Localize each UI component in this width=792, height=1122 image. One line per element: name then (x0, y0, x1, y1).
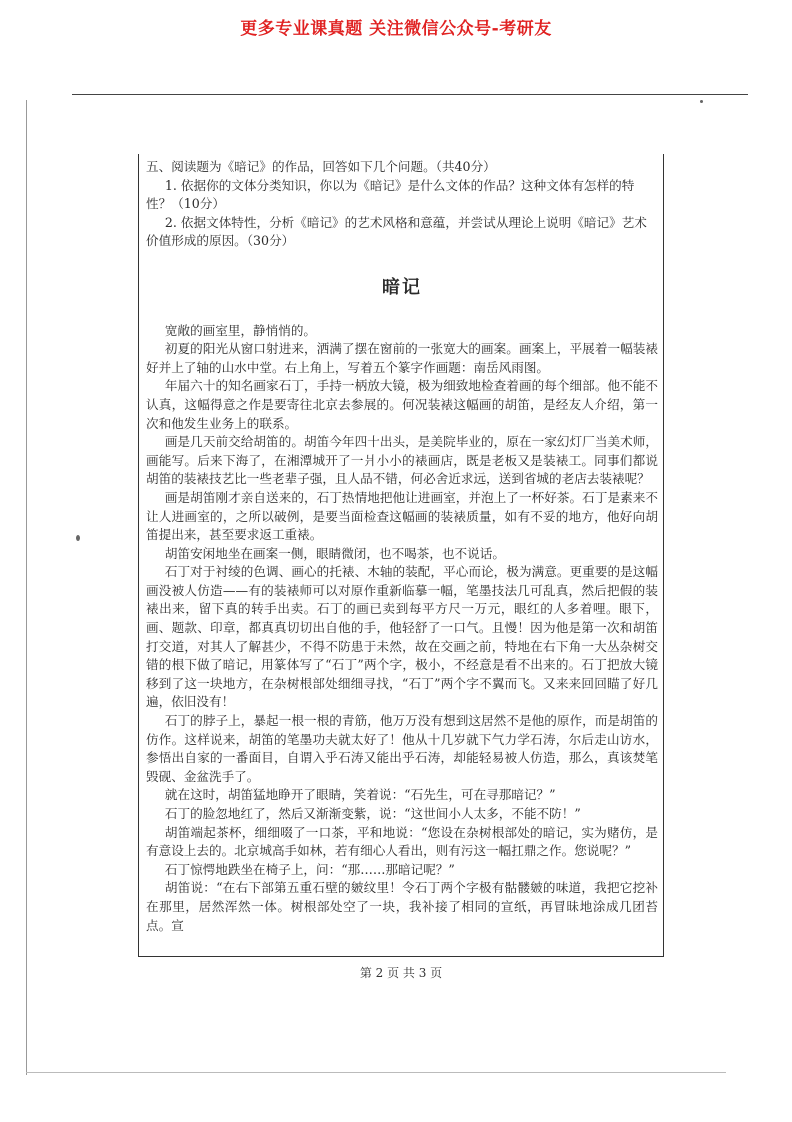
article-paragraph: 胡笛说：“在右下部第五重石壁的皴纹里！令石丁两个字极有骷髅皴的味道，我把它挖补在那里，居然浑然一体。树根部处空了一块，我补接了相同的宣纸，再冒昧地涂成几团苔点。宣 (146, 880, 658, 933)
article-paragraph: 就在这时，胡笛猛地睁开了眼睛，笑着说：“石先生，可在寻那暗记？” (164, 787, 556, 803)
article-paragraph: 画是胡笛刚才亲自送来的，石丁热情地把他让进画室，并泡上了一杯好茶。石丁是素来不让人进画室的，之所以破例，是要当面检查这幅画的装裱质量，如有不妥的地方，他好向胡笛提出来，甚至要求返工重裱。 (146, 489, 658, 543)
article-paragraph: 石丁的脖子上，暴起一根一根的青筋，他万万没有想到这居然不是他的原作，而是胡笛的仿作。这样说来，胡笛的笔墨功夫就太好了！他从十几岁就下气力学石涛，尔后走山访水，参悟出自家的一番面目，自谓入乎石涛又能出乎石涛，却能轻易被人仿造，那么，真该焚笔毁砚、金盆洗手了。 (146, 713, 658, 784)
article-paragraph: 胡笛端起茶杯，细细啜了一口茶，平和地说：“您设在杂树根部处的暗记，实为赌仿，是有意设上去的。北京城高手如林，若有细心人看出，则有污这一幅扛鼎之作。您说呢？” (146, 824, 658, 859)
section-heading: 五、阅读题为《暗记》的作品，回答如下几个问题。（共40分） (146, 159, 496, 174)
top-rule (72, 94, 748, 95)
article-title: 暗记 (382, 276, 422, 298)
article-paragraph: 石丁的脸忽地红了，然后又渐渐变紫，说：“这世间小人太多，不能不防！” (164, 806, 581, 821)
scan-speck (700, 100, 703, 103)
article-paragraph: 初夏的阳光从窗口射进来，洒满了摆在窗前的一张宽大的画案。画案上，平展着一幅装裱好并上了轴的山水中堂。右上角上，写着五个篆字作画题：南岳风雨图。 (146, 341, 658, 375)
exam-content (146, 158, 658, 935)
article-paragraph: 石丁对于衬绫的色调、画心的托裱、木轴的装配，平心而论，极为满意。更重要的是这幅画没被人仿造——有的装裱师可以对原作重新临摹一幅，笔墨技法几可乱真，然后把假的装裱出来，留下真的转手出卖。石丁的画已卖到每平方尺一万元，眼红的人多着哩。眼下，画、题款、印章，都真真切切出自他的手，他轻舒了一口气。且慢！因为他是第一次和胡笛打交道，对其人了解甚少，不得不防患于未然，故在交画之前，特地在右下角一大丛杂树交错的根下做了暗记，用篆体写了“石丁”两个字，极小，不经意是看不出来的。石丁把放大镜移到了这一块地方，在杂树根部处细细寻找，“石丁”两个字不翼而飞。又来来回回瞄了好几遍，依旧没有！ (146, 564, 658, 710)
article-paragraph: 石丁惊愕地跌坐在椅子上，问：“那……那暗记呢？” (164, 861, 455, 877)
article-paragraph: 宽敞的画室里，静悄悄的。 (164, 322, 317, 338)
article-paragraph: 年届六十的知名画家石丁，手持一柄放大镜，极为细致地检查着画的每个细部。他不能不认真，这幅得意之作是要寄往北京去参展的。何况装裱这幅画的胡笛，是经友人介绍，第一次和他发生业务上的联系。 (146, 378, 658, 431)
article-paragraph: 画是几天前交给胡笛的。胡笛今年四十出头，是美院毕业的，原在一家幻灯厂当美术师，画能写。后来下海了，在湘潭城开了一爿小小的裱画店，既是老板又是装裱工。同事们都说胡笛的装裱技艺比一些老辈子强，且人品不错，何必舍近求远，送到省城的老店去装裱呢？ (146, 434, 658, 487)
page-number: 第 2 页 共 3 页 (359, 966, 443, 980)
scan-edge-bottom (26, 1072, 726, 1073)
question-1: 1. 依据你的文体分类知识，你以为《暗记》是什么文体的作品？这种文体有怎样的特性？（10分） (146, 177, 635, 212)
question-2: 2. 依据文体特性，分析《暗记》的艺术风格和意蕴，并尝试从理论上说明《暗记》艺术价值形成的原因。（30分） (146, 214, 647, 249)
scan-edge-left (26, 100, 27, 1075)
article-paragraph: 胡笛安闲地坐在画案一侧，眼睛微闭，也不喝茶，也不说话。 (164, 545, 505, 561)
scan-speck (76, 535, 80, 541)
watermark-banner: 更多专业课真题 关注微信公众号-考研友 (240, 19, 552, 39)
